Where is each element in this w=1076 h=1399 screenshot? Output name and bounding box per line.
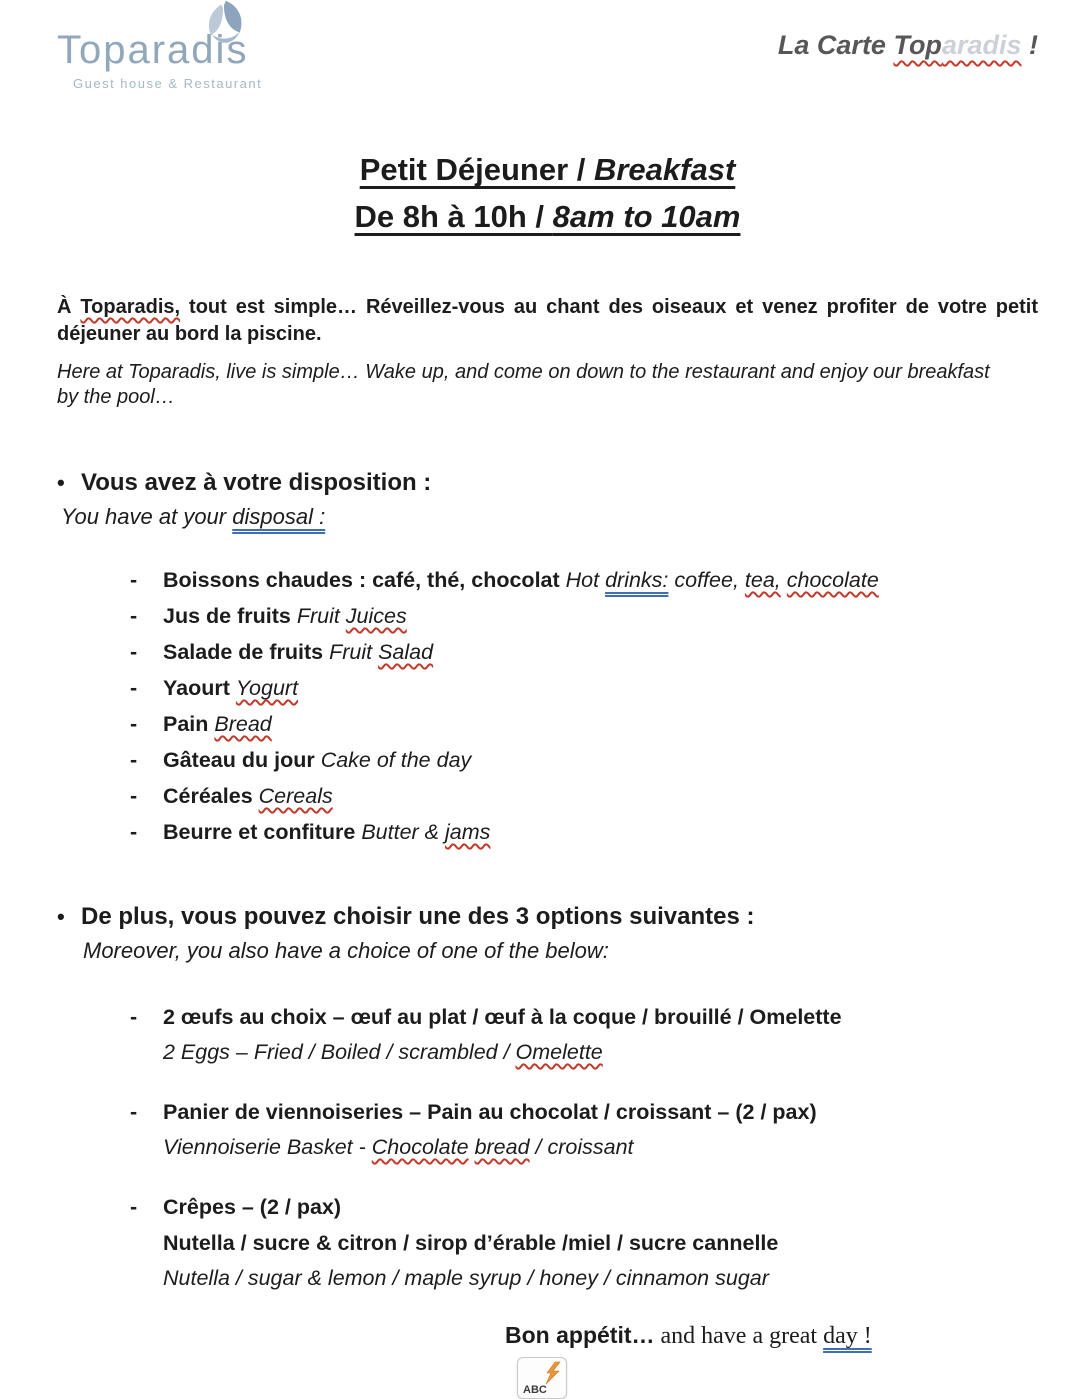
spellcheck-flagged-word: bread bbox=[474, 1135, 530, 1159]
item-label-en: Cake of the day bbox=[320, 748, 472, 772]
section-heading-en: You have at your disposal : bbox=[61, 504, 326, 529]
spellcheck-flagged-word: Toparadis, bbox=[80, 296, 181, 318]
spellcheck-flagged-word: Cereals bbox=[258, 784, 333, 808]
item-label-en: Hot drinks: coffee, tea, chocolate bbox=[565, 568, 879, 592]
grammar-flagged-word: disposal : bbox=[232, 504, 326, 529]
dash-bullet: - bbox=[130, 784, 138, 808]
option-item bbox=[57, 1189, 1038, 1296]
item-label-en bbox=[236, 676, 298, 700]
spellcheck-flagged-word: Juices bbox=[345, 604, 407, 628]
dash-bullet: - bbox=[130, 568, 138, 592]
brand-tagline: Guest house & Restaurant bbox=[73, 76, 263, 91]
dash-bullet: - bbox=[130, 1195, 138, 1219]
menu-list-item bbox=[57, 639, 1038, 666]
menu-list-item bbox=[57, 747, 1038, 774]
bullet-icon: • bbox=[57, 470, 65, 495]
item-label-fr: Gâteau du jour bbox=[163, 748, 321, 772]
dash-bullet: - bbox=[130, 640, 138, 664]
section-disposition bbox=[57, 468, 1038, 846]
menu-title bbox=[57, 146, 1038, 240]
item-label-en: Fruit Salad bbox=[329, 640, 434, 664]
menu-item-text bbox=[163, 639, 433, 666]
item-label-en: Fruit Juices bbox=[296, 604, 407, 628]
title-line-2: De 8h à 10h / 8am to 10am bbox=[354, 199, 741, 234]
abc-spellcheck-label: ABC bbox=[523, 1384, 547, 1396]
option-lines bbox=[163, 1094, 1038, 1165]
menu-list-item bbox=[57, 711, 1038, 738]
intro-paragraph-fr: À Toparadis, tout est simple… Réveillez-vous au chant des oiseaux et venez profiter de votre petit déjeuner au bord la piscine. bbox=[57, 296, 1039, 345]
menu-list-item bbox=[57, 603, 1038, 630]
menu-list-item bbox=[57, 675, 1038, 702]
item-label-fr: Beurre et confiture bbox=[163, 820, 362, 844]
item-label-fr: Boissons chaudes : café, thé, chocolat bbox=[163, 568, 566, 592]
option-line-fr: Nutella / sucre & citron / sirop d’érable /miel / sucre cannelle bbox=[163, 1231, 779, 1255]
menu-list-item bbox=[57, 819, 1038, 846]
item-label-fr: Yaourt bbox=[163, 676, 236, 700]
dash-bullet: - bbox=[130, 1005, 138, 1029]
item-label-en: Butter & jams bbox=[361, 820, 491, 844]
title-line-1: Petit Déjeuner / Breakfast bbox=[359, 152, 736, 187]
bullet-icon: • bbox=[57, 904, 65, 929]
spellcheck-flagged-word: Omelette bbox=[515, 1040, 603, 1064]
section-heading-fr: • De plus, vous pouvez choisir une des 3 options suivantes : bbox=[57, 903, 755, 930]
dash-bullet: - bbox=[130, 1100, 138, 1124]
spellcheck-flagged-word: jams bbox=[444, 820, 491, 844]
dash-bullet: - bbox=[130, 604, 138, 628]
item-label-en bbox=[214, 712, 271, 736]
carte-title: La Carte Toparadis ! bbox=[777, 30, 1038, 60]
item-label-en bbox=[259, 784, 333, 808]
option-line-fr: 2 œufs au choix – œuf au plat / œuf à la coque / brouillé / Omelette bbox=[163, 1005, 842, 1029]
bon-appetit-line: Bon appétit… and have a great day ! bbox=[505, 1322, 872, 1349]
dash-bullet: - bbox=[130, 676, 138, 700]
section-heading-fr: • Vous avez à votre disposition : bbox=[57, 469, 432, 496]
spellcheck-flagged-word: Bread bbox=[214, 712, 272, 736]
option-line-fr: Panier de viennoiseries – Pain au chocolat / croissant – (2 / pax) bbox=[163, 1100, 817, 1124]
menu-item-text bbox=[163, 783, 333, 810]
item-label-fr: Jus de fruits bbox=[163, 604, 297, 628]
disposition-list bbox=[57, 567, 1038, 846]
spellcheck-flagged-word: tea, bbox=[744, 568, 781, 592]
option-item bbox=[57, 1094, 1038, 1165]
item-label-fr: Salade de fruits bbox=[163, 640, 330, 664]
lightning-bolt-icon bbox=[545, 1362, 561, 1391]
option-line-en: Nutella / sugar & lemon / maple syrup / honey / cinnamon sugar bbox=[163, 1266, 769, 1290]
menu-item-text bbox=[163, 603, 407, 630]
options-list bbox=[57, 999, 1038, 1296]
dash-bullet: - bbox=[130, 820, 138, 844]
option-lines bbox=[163, 1189, 1038, 1296]
grammar-flagged-word: day ! bbox=[823, 1323, 872, 1349]
menu-item-text bbox=[163, 747, 471, 774]
menu-list-item bbox=[57, 783, 1038, 810]
brand-wordmark: Toparadis bbox=[57, 28, 249, 72]
option-item bbox=[57, 999, 1038, 1070]
spellcheck-flagged-word: Chocolate bbox=[371, 1135, 469, 1159]
dash-bullet: - bbox=[130, 712, 138, 736]
menu-item-text bbox=[163, 819, 490, 846]
faded-text: aradis bbox=[941, 30, 1022, 60]
menu-item-text bbox=[163, 567, 879, 594]
menu-item-text bbox=[163, 675, 298, 702]
item-label-fr: Céréales bbox=[163, 784, 259, 808]
menu-item-text bbox=[163, 711, 272, 738]
option-line-en: 2 Eggs – Fried / Boiled / scrambled / Omelette bbox=[163, 1040, 603, 1064]
menu-list-item bbox=[57, 567, 1038, 594]
spellcheck-flagged-word: Salad bbox=[378, 640, 434, 664]
item-label-fr: Pain bbox=[163, 712, 215, 736]
autocorrect-button[interactable] bbox=[517, 1357, 567, 1399]
section-heading-en: Moreover, you also have a choice of one of the below: bbox=[83, 938, 609, 963]
option-line-fr: Crêpes – (2 / pax) bbox=[163, 1195, 342, 1219]
spellcheck-flagged-word: Yogurt bbox=[235, 676, 299, 700]
page-header bbox=[57, 4, 1038, 100]
toparadis-logo bbox=[57, 4, 357, 96]
grammar-flagged-word: drinks: bbox=[605, 568, 669, 592]
spellcheck-flagged-word: chocolate bbox=[786, 568, 879, 592]
footer-serif-text: and have a great day ! bbox=[654, 1323, 872, 1349]
dash-bullet: - bbox=[130, 748, 138, 772]
option-line-en: Viennoiserie Basket - Chocolate bread / croissant bbox=[163, 1135, 634, 1159]
section-options bbox=[57, 902, 1038, 1296]
option-lines bbox=[163, 999, 1038, 1070]
intro-paragraph-en: Here at Toparadis, live is simple… Wake up, and come on down to the restaurant and enjoy our breakfast by the pool… bbox=[57, 361, 990, 408]
